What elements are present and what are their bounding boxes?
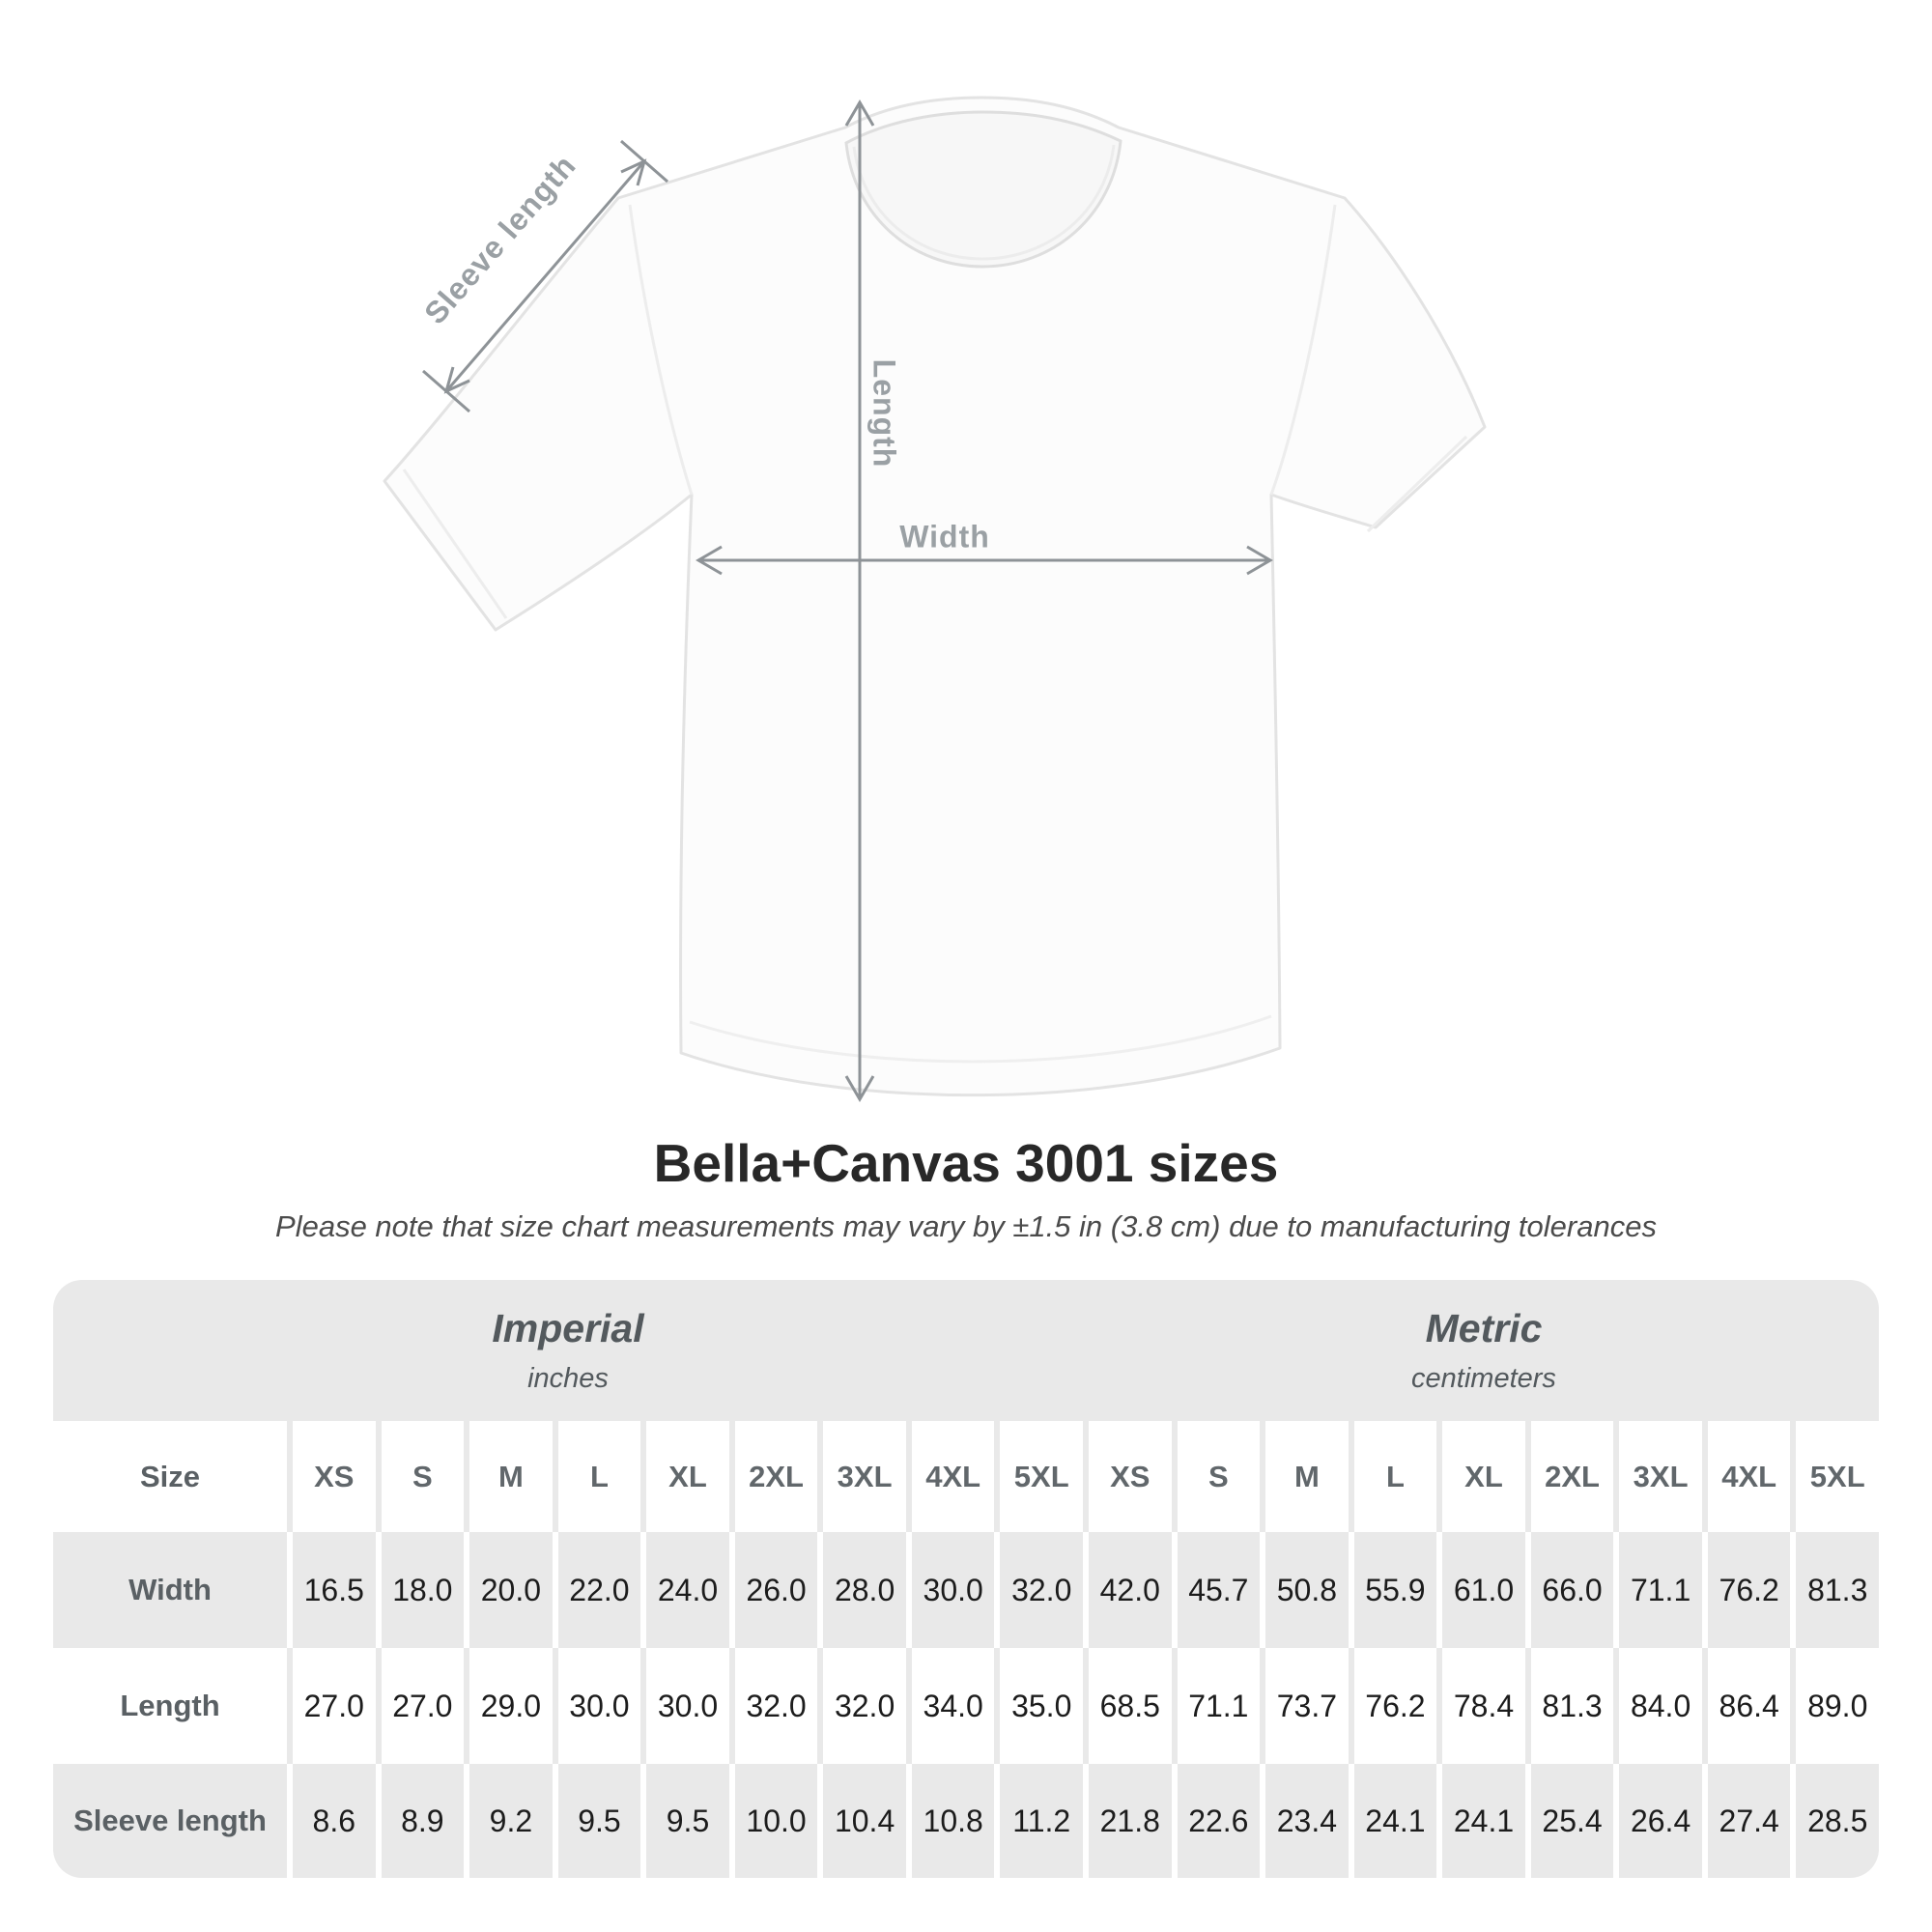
size-value-cell: 11.2 bbox=[1000, 1764, 1083, 1878]
size-value-cell: 50.8 bbox=[1265, 1532, 1349, 1648]
size-value-cell: 9.5 bbox=[558, 1764, 641, 1878]
size-value-cell: 42.0 bbox=[1089, 1532, 1172, 1648]
size-value-cell: 8.9 bbox=[382, 1764, 465, 1878]
size-header-cell: XL bbox=[1442, 1421, 1525, 1532]
imperial-unit: inches bbox=[527, 1363, 609, 1394]
size-value-cell: 76.2 bbox=[1354, 1648, 1437, 1764]
tolerance-note: Please note that size chart measurements may vary by ±1.5 in (3.8 cm) due to manufacturing tolerances bbox=[275, 1209, 1657, 1243]
size-value-cell: 18.0 bbox=[382, 1532, 465, 1648]
size-value-cell: 10.8 bbox=[912, 1764, 995, 1878]
size-value-cell: 89.0 bbox=[1796, 1648, 1879, 1764]
size-header-cell: 3XL bbox=[1619, 1421, 1702, 1532]
size-value-cell: 27.0 bbox=[382, 1648, 465, 1764]
size-value-cell: 24.1 bbox=[1354, 1764, 1437, 1878]
size-header-row bbox=[53, 1421, 1879, 1532]
size-value-cell: 73.7 bbox=[1265, 1648, 1349, 1764]
size-value-cell: 24.0 bbox=[646, 1532, 729, 1648]
table-row-length bbox=[53, 1648, 1879, 1764]
size-value-cell: 35.0 bbox=[1000, 1648, 1083, 1764]
size-value-cell: 68.5 bbox=[1089, 1648, 1172, 1764]
row-label: Length bbox=[53, 1648, 287, 1764]
metric-label: Metric bbox=[1425, 1306, 1543, 1350]
size-value-cell: 23.4 bbox=[1265, 1764, 1349, 1878]
size-value-cell: 27.0 bbox=[293, 1648, 376, 1764]
size-header-cell: S bbox=[1178, 1421, 1261, 1532]
size-value-cell: 86.4 bbox=[1708, 1648, 1791, 1764]
size-header-cell: XS bbox=[293, 1421, 376, 1532]
size-header-cell: 3XL bbox=[823, 1421, 906, 1532]
size-value-cell: 9.5 bbox=[646, 1764, 729, 1878]
size-value-cell: 20.0 bbox=[469, 1532, 553, 1648]
size-value-cell: 34.0 bbox=[912, 1648, 995, 1764]
size-header-cell: 5XL bbox=[1796, 1421, 1879, 1532]
size-header-cell: 5XL bbox=[1000, 1421, 1083, 1532]
size-value-cell: 66.0 bbox=[1531, 1532, 1614, 1648]
size-value-cell: 81.3 bbox=[1796, 1532, 1879, 1648]
size-value-cell: 10.0 bbox=[735, 1764, 818, 1878]
size-value-cell: 84.0 bbox=[1619, 1648, 1702, 1764]
size-value-cell: 26.4 bbox=[1619, 1764, 1702, 1878]
row-label: Width bbox=[53, 1532, 287, 1648]
size-header-cell: 2XL bbox=[1531, 1421, 1614, 1532]
imperial-label: Imperial bbox=[492, 1306, 644, 1350]
size-value-cell: 30.0 bbox=[912, 1532, 995, 1648]
size-value-cell: 71.1 bbox=[1178, 1648, 1261, 1764]
size-header-cell: 4XL bbox=[1708, 1421, 1791, 1532]
size-header-cell: 4XL bbox=[912, 1421, 995, 1532]
size-value-cell: 26.0 bbox=[735, 1532, 818, 1648]
size-value-cell: 32.0 bbox=[1000, 1532, 1083, 1648]
size-value-cell: 16.5 bbox=[293, 1532, 376, 1648]
size-header-cell: XS bbox=[1089, 1421, 1172, 1532]
row-label: Sleeve length bbox=[53, 1764, 287, 1878]
size-value-cell: 30.0 bbox=[558, 1648, 641, 1764]
size-value-cell: 8.6 bbox=[293, 1764, 376, 1878]
size-value-cell: 22.0 bbox=[558, 1532, 641, 1648]
width-annotation: Width bbox=[899, 519, 990, 554]
size-header-cell: L bbox=[558, 1421, 641, 1532]
unit-header-row bbox=[53, 1280, 1879, 1421]
size-value-cell: 29.0 bbox=[469, 1648, 553, 1764]
size-value-cell: 71.1 bbox=[1619, 1532, 1702, 1648]
table-row-sleeve-length bbox=[53, 1764, 1879, 1878]
size-value-cell: 21.8 bbox=[1089, 1764, 1172, 1878]
metric-header bbox=[1089, 1306, 1879, 1395]
page-title: Bella+Canvas 3001 sizes bbox=[653, 1133, 1279, 1193]
size-value-cell: 55.9 bbox=[1354, 1532, 1437, 1648]
size-value-cell: 27.4 bbox=[1708, 1764, 1791, 1878]
length-annotation: Length bbox=[867, 358, 902, 469]
size-value-cell: 22.6 bbox=[1178, 1764, 1261, 1878]
size-value-cell: 24.1 bbox=[1442, 1764, 1525, 1878]
size-value-cell: 76.2 bbox=[1708, 1532, 1791, 1648]
size-header-cell: S bbox=[382, 1421, 465, 1532]
size-value-cell: 9.2 bbox=[469, 1764, 553, 1878]
size-value-cell: 45.7 bbox=[1178, 1532, 1261, 1648]
size-column-header: Size bbox=[53, 1421, 287, 1532]
size-value-cell: 30.0 bbox=[646, 1648, 729, 1764]
sleeve-length-annotation: Sleeve length bbox=[417, 148, 583, 331]
imperial-header bbox=[53, 1306, 1083, 1395]
size-value-cell: 25.4 bbox=[1531, 1764, 1614, 1878]
size-header-cell: M bbox=[469, 1421, 553, 1532]
size-chart-table bbox=[53, 1280, 1879, 1878]
size-value-cell: 32.0 bbox=[735, 1648, 818, 1764]
size-value-cell: 32.0 bbox=[823, 1648, 906, 1764]
size-value-cell: 28.0 bbox=[823, 1532, 906, 1648]
size-header-cell: L bbox=[1354, 1421, 1437, 1532]
size-value-cell: 78.4 bbox=[1442, 1648, 1525, 1764]
size-value-cell: 28.5 bbox=[1796, 1764, 1879, 1878]
size-header-cell: 2XL bbox=[735, 1421, 818, 1532]
size-value-cell: 10.4 bbox=[823, 1764, 906, 1878]
size-value-cell: 61.0 bbox=[1442, 1532, 1525, 1648]
size-header-cell: XL bbox=[646, 1421, 729, 1532]
table-row-width bbox=[53, 1532, 1879, 1648]
metric-unit: centimeters bbox=[1411, 1363, 1556, 1394]
size-value-cell: 81.3 bbox=[1531, 1648, 1614, 1764]
size-header-cell: M bbox=[1265, 1421, 1349, 1532]
